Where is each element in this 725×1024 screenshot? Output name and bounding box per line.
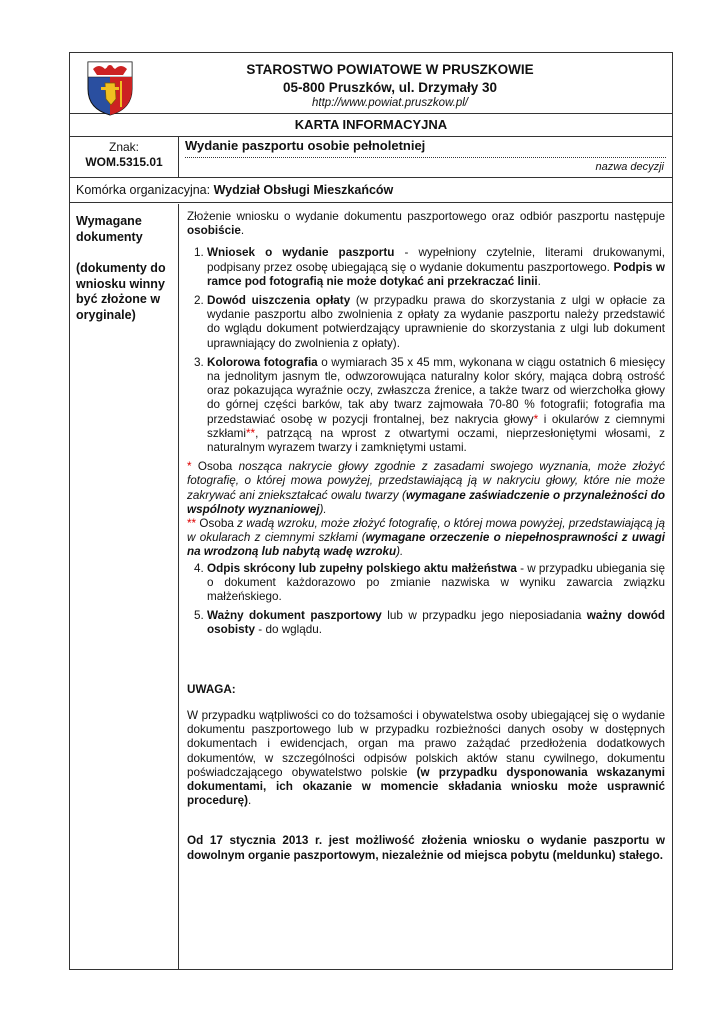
unit-row	[70, 178, 672, 203]
item-text3: , patrzącą na wprost z otwartymi oczami, nieprzesłoniętymi włosami, z naturalnym wyrazem twarzy i zamkniętymi ustami.	[207, 426, 665, 455]
intro-bold: osobiście	[187, 224, 241, 238]
uwaga-heading: UWAGA:	[187, 682, 236, 696]
item-end: - do wglądu.	[255, 623, 322, 637]
double-star-mark: **	[187, 517, 197, 531]
spacer	[187, 643, 665, 683]
uwaga-text: W przypadku wątpliwości co do tożsamości i obywatelstwa osoby ubiegającej się o wydanie dokumentu paszportowego lub w przypadku rozbieżności danych osoby w dostępnych dokumentach i ewidencjach, organ ma prawo zażądać przedłożenia dodatkowych dokumentów, w szczególności odpisów polskich aktów stanu cywilnego, dokumentu poświadczającego obywatelstwo polskie	[187, 708, 665, 779]
uwaga-end: .	[248, 794, 252, 808]
final-note: Od 17 stycznia 2013 r. jest możliwość złożenia wniosku o wydanie paszportu w dowolnym organie paszportowym, niezależnie od miejsca pobytu (meldunku) stałego.	[187, 834, 665, 862]
left-column	[70, 204, 179, 969]
information-card	[69, 52, 673, 970]
decision-cell	[179, 137, 672, 178]
star-mark: *	[533, 412, 539, 426]
note-eyewear	[187, 517, 665, 560]
sign-cell	[70, 137, 179, 178]
sign-label: Znak:	[108, 140, 139, 154]
intro-text: Złożenie wniosku o wydanie dokumentu paszportowego oraz odbiór paszportu następuje	[187, 210, 665, 223]
item-text: - wypełniony czytelnie, literami drukowanymi, podpisany przez osobę ubiegającą się o wydanie dokumentu paszportowego.	[207, 246, 665, 274]
note-italic: nosząca nakrycie głowy zgodnie z zasadami swojego wyznania, może złożyć fotografię, o której mowa powyżej, przedstawiającą ją w nakryciu głowy, które nie może zakrywać ani zniekształcać owalu twarzy (	[187, 460, 665, 502]
item-bold: Wniosek o wydanie paszportu	[207, 246, 395, 260]
item-text: o wymiarach 35 x 45 mm, wykonana w ciągu ostatnich 6 miesięcy na jednolitym jasnym tle, odwzorowująca naturalny kolor skóry, mająca dobrą ostrość oraz pokazująca wyraźnie oczy, zwłaszcza źrenice, a także twarz od wierzchołka głowy do górnej części barków, tak aby twarz zajmowała 70-80 % fotografii; fotografia ma przedstawiać osobę w pozycji frontalnej, bez nakrycia głowy	[207, 355, 665, 426]
item-bold: Dowód uiszczenia opłaty	[207, 294, 351, 308]
note-text: Osoba	[196, 517, 238, 531]
item-bold: Odpis skrócony lub zupełny polskiego aktu małżeństwa	[207, 561, 517, 575]
content	[187, 210, 665, 863]
double-star-mark: **	[245, 426, 256, 440]
unit-value: Wydział Obsługi Mieszkańców	[213, 183, 394, 197]
card-title: KARTA INFORMACYJNA	[70, 114, 672, 137]
item-text: (w przypadku prawa do skorzystania z ulgi w opłacie za wydanie paszportu albo zwolnienia z opłaty za wydanie paszportu należy przedstawić do wglądu dokument potwierdzający uprawnienie do skorzystania z ulgi lub dokument uprawniający do zwolnienia z opłaty).	[207, 294, 666, 350]
item-bold: Ważny dokument paszportowy	[207, 609, 382, 623]
org-address: 05-800 Pruszków, ul. Drzymały 30	[282, 80, 498, 95]
required-docs-heading: Wymagane dokumenty	[76, 214, 143, 244]
item-text: - w przypadku ubiegania się o dokument każdorazowo po zmianie nazwiska w wyniku zawarcia związku małżeńskiego.	[207, 561, 665, 604]
intro-end: .	[240, 224, 245, 238]
list-item	[207, 356, 665, 455]
uwaga-paragraph	[187, 709, 665, 808]
org-url[interactable]: http://www.powiat.pruszkow.pl/	[312, 97, 468, 109]
documents-list	[187, 246, 665, 455]
item-text2: i okularów z ciemnymi szkłami	[207, 412, 665, 440]
note-bold: wymagane zaświadczenie o przynależności do wspólnoty wyznaniowej	[187, 488, 665, 516]
dotted-line	[185, 157, 666, 158]
item-end: .	[537, 274, 541, 288]
documents-list-cont	[187, 562, 665, 638]
note-bold: wymagane orzeczenie o niepełnosprawności z uwagi na wrodzoną lub nabytą wadę wzroku	[187, 531, 665, 559]
note-head-covering	[187, 460, 665, 517]
item-bold2: ważny dowód osobisty	[207, 609, 665, 637]
list-item	[207, 246, 665, 289]
decision-title: Wydanie paszportu osobie pełnoletniej	[185, 138, 426, 153]
list-item	[207, 562, 665, 605]
star-mark: *	[187, 460, 192, 474]
list-item	[207, 609, 665, 637]
note-end: ).	[396, 545, 404, 559]
item-bold2: Podpis w ramce pod fotografią nie może dotykać ani przekraczać linii	[207, 260, 665, 288]
org-name: STAROSTWO POWIATOWE W PRUSZKOWIE	[246, 62, 534, 77]
note-italic: z wadą wzroku, może złożyć fotografię, o której mowa powyżej, przedstawiającą ją w okularach z ciemnymi szkłami (	[187, 517, 665, 545]
required-docs-label	[76, 214, 176, 323]
list-item	[207, 294, 665, 351]
decision-subtitle: nazwa decyzji	[595, 161, 664, 173]
item-text: lub w przypadku jego nieposiadania	[381, 609, 587, 623]
item-bold: Kolorowa fotografia	[207, 355, 318, 369]
sign-code: WOM.5315.01	[85, 155, 163, 169]
note-text: Osoba	[191, 460, 239, 474]
right-column	[179, 204, 672, 969]
coat-of-arms-icon	[85, 59, 135, 117]
note-end: ).	[319, 502, 327, 516]
original-note: (dokumenty do wniosku winny być złożone w oryginale)	[76, 261, 166, 322]
unit-label: Komórka organizacyjna:	[76, 183, 211, 197]
intro-paragraph	[187, 210, 665, 238]
header	[70, 53, 672, 114]
uwaga-bold: (w przypadku dysponowania wskazanymi dokumentami, ich okazanie w momencie składania wniosku może usprawnić procedurę)	[187, 765, 666, 808]
